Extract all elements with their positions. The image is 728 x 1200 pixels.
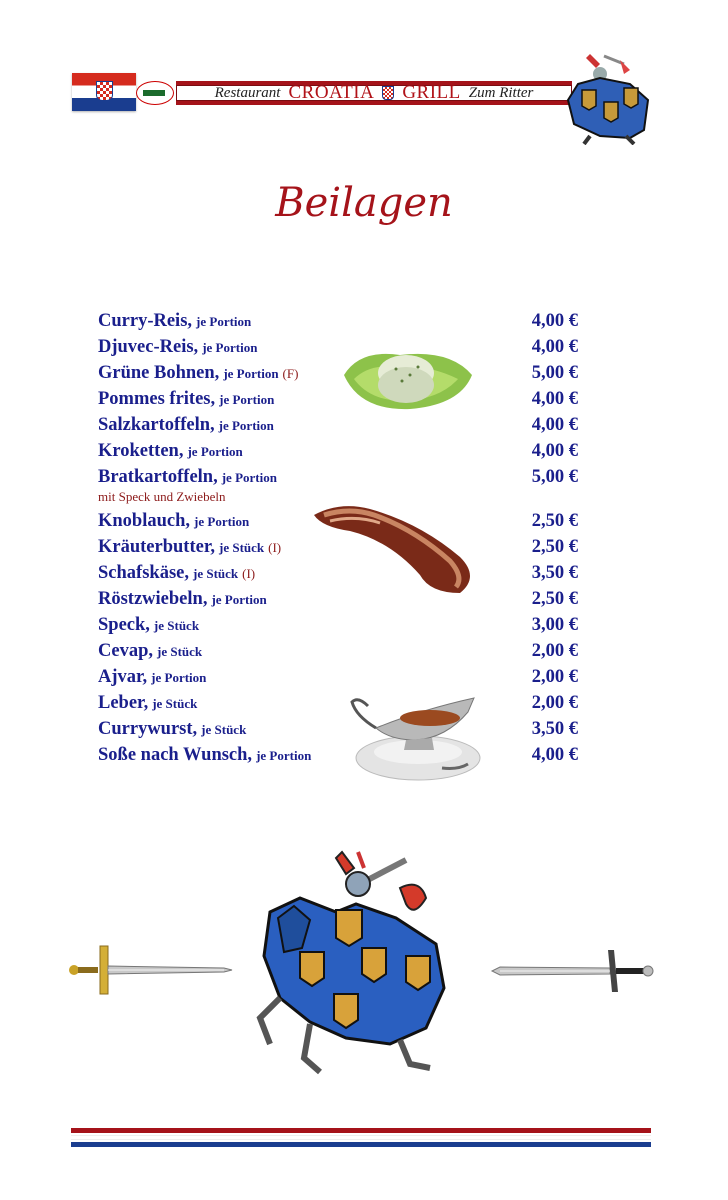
menu-item <box>98 716 578 742</box>
menu-item <box>98 638 578 664</box>
item-name: Curry-Reis, <box>98 311 193 331</box>
item-price: 4,00 € <box>531 337 578 357</box>
item-portion: je Portion <box>202 340 258 355</box>
restaurant-label: Restaurant <box>214 84 281 101</box>
item-portion: je Stück <box>192 566 239 581</box>
item-portion: je Portion <box>223 366 279 381</box>
item-name: Salzkartoffeln, <box>98 415 215 435</box>
menu-item <box>98 412 578 438</box>
item-price: 2,00 € <box>531 641 578 661</box>
item-price: 4,00 € <box>531 389 578 409</box>
menu-item <box>98 360 578 386</box>
brand-right: GRILL <box>402 82 461 103</box>
item-portion: je Stück <box>153 618 200 633</box>
item-portion: je Stück <box>152 696 198 711</box>
page-title: Beilagen <box>275 180 453 226</box>
item-name: Currywurst, <box>98 719 198 739</box>
item-portion: je Portion <box>219 392 275 407</box>
restaurant-name-ribbon <box>176 81 572 105</box>
item-name: Djuvec-Reis, <box>98 337 199 357</box>
menu-item <box>98 742 578 768</box>
menu-item <box>98 690 578 716</box>
item-portion: je Portion <box>187 444 243 459</box>
gravy-boat-image <box>346 688 488 783</box>
menu-item <box>98 438 578 464</box>
item-name: Röstzwiebeln, <box>98 589 208 609</box>
item-name: Bratkartoffeln, <box>98 467 218 487</box>
item-portion: je Stück <box>157 644 203 659</box>
item-price: 3,50 € <box>531 563 578 583</box>
item-allergen: (F) <box>282 366 299 381</box>
item-name: Pommes frites, <box>98 389 216 409</box>
item-allergen: (I) <box>268 540 282 555</box>
item-name: Schafskäse, <box>98 563 189 583</box>
tagline: Zum Ritter <box>468 84 534 101</box>
item-price: 4,00 € <box>531 441 578 461</box>
item-portion: je Stück <box>201 722 247 737</box>
menu-item <box>98 386 578 412</box>
sword-icon <box>68 940 234 1000</box>
item-name: Cevap, <box>98 641 153 661</box>
item-price: 2,50 € <box>531 511 578 531</box>
item-note-text: mit Speck und Zwiebeln <box>98 489 226 504</box>
item-price: 2,50 € <box>531 537 578 557</box>
item-portion: je Portion <box>211 592 267 607</box>
item-portion: je Stück <box>218 540 265 555</box>
item-portion: je Portion <box>194 514 250 529</box>
item-allergen: (I) <box>242 566 256 581</box>
menu-item <box>98 308 578 334</box>
item-name: Leber, <box>98 693 149 713</box>
item-name: Kroketten, <box>98 441 184 461</box>
bacon-image <box>310 497 482 597</box>
croatian-shield-icon <box>382 86 394 100</box>
knight-on-horse-icon <box>250 848 472 1076</box>
brewery-logo-icon <box>136 81 174 105</box>
item-portion: je Portion <box>218 418 274 433</box>
item-price: 3,00 € <box>531 615 578 635</box>
item-price: 2,00 € <box>531 667 578 687</box>
herb-butter-image <box>340 345 476 413</box>
sword-icon <box>490 948 654 994</box>
item-portion: je Portion <box>256 748 312 763</box>
menu-item <box>98 664 578 690</box>
header-banner <box>72 73 572 109</box>
item-portion: je Portion <box>196 314 252 329</box>
item-name: Soße nach Wunsch, <box>98 745 253 765</box>
bottom-stripes <box>71 1128 651 1148</box>
item-name: Grüne Bohnen, <box>98 363 220 383</box>
item-price: 4,00 € <box>531 415 578 435</box>
item-portion: je Portion <box>221 470 277 485</box>
menu-item <box>98 334 578 360</box>
item-name: Knoblauch, <box>98 511 191 531</box>
item-price: 5,00 € <box>531 467 578 487</box>
brand-left: CROATIA <box>288 82 375 103</box>
item-portion: je Portion <box>151 670 207 685</box>
item-name: Ajvar, <box>98 667 148 687</box>
item-price: 3,50 € <box>531 719 578 739</box>
item-price: 5,00 € <box>531 363 578 383</box>
item-price: 4,00 € <box>531 745 578 765</box>
item-name: Speck, <box>98 615 150 635</box>
item-price: 2,50 € <box>531 589 578 609</box>
item-price: 4,00 € <box>531 311 578 331</box>
item-price: 2,00 € <box>531 693 578 713</box>
knight-logo-icon <box>560 50 655 145</box>
menu-item <box>98 612 578 638</box>
item-name: Kräuterbutter, <box>98 537 215 557</box>
croatian-flag-icon <box>72 73 136 111</box>
